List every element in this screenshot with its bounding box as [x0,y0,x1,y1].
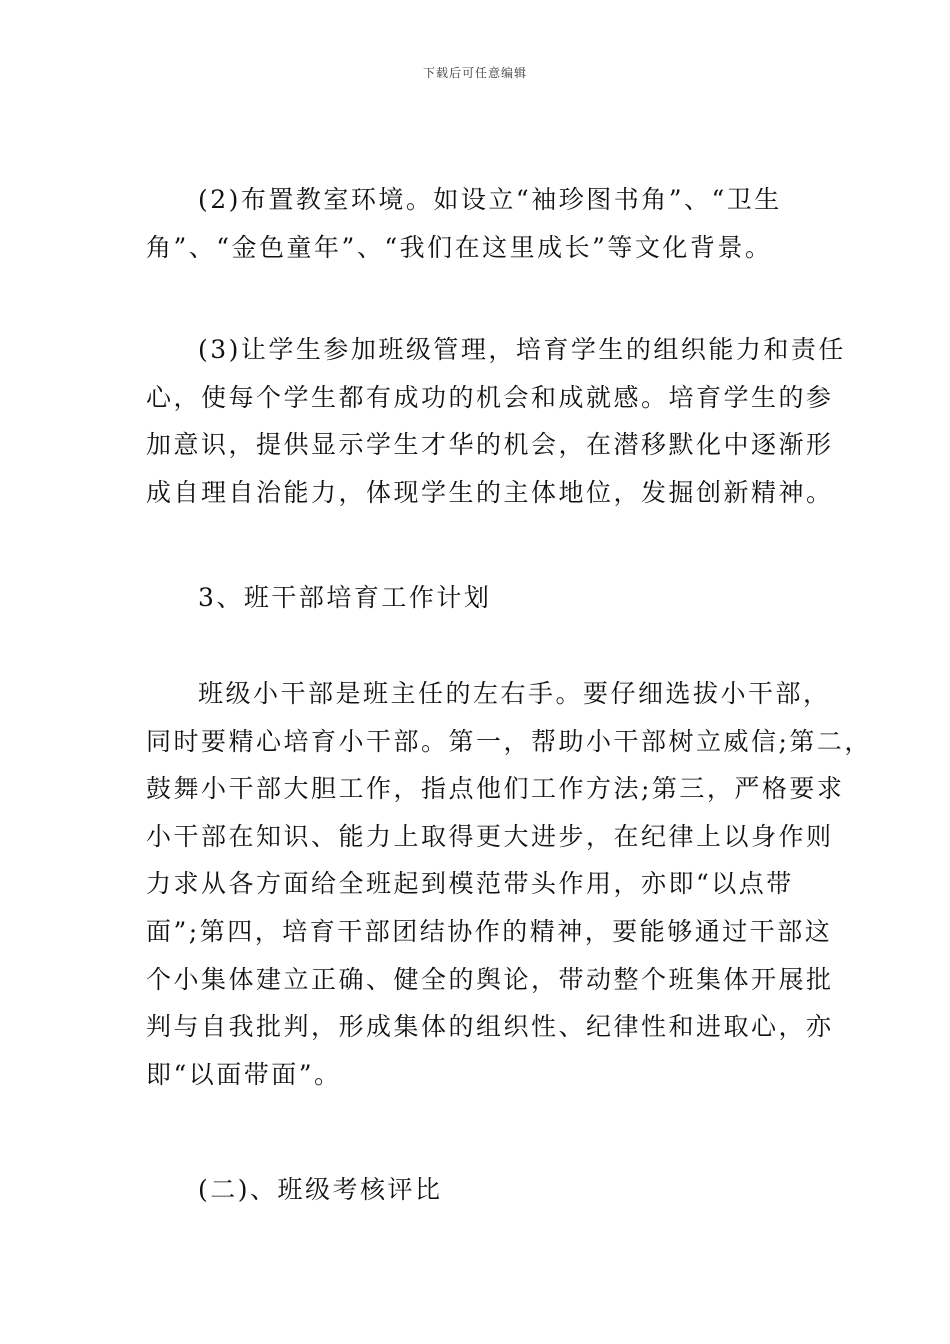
paragraph-line: 角”、“金色童年”、“我们在这里成长”等文化背景。 [146,232,773,262]
paragraph-class-management [146,326,846,516]
paragraph-cadre-training [146,670,872,1098]
paragraph-classroom-environment [146,176,818,271]
paragraph-line: 小干部在知识、能力上取得更大进步，在纪律上以身作则 [146,821,834,851]
heading-line: 3、班干部培育工作计划 [198,583,492,612]
page-header: 下载后可任意编辑 [422,66,527,80]
paragraph-line: 同时要精心培育小干部。第一，帮助小干部树立威信;第二， [146,726,872,756]
paragraph-line: 鼓舞小干部大胆工作，指点他们工作方法;第三，严格要求 [146,774,845,804]
paragraph-line: 加意识，提供显示学生才华的机会，在潜移默化中逐渐形 [146,430,834,460]
section-heading-class-assessment [146,1166,818,1214]
paragraph-line: 成自理自治能力，体现学生的主体地位，发掘创新精神。 [146,477,834,507]
section-heading-cadre-training [146,574,818,622]
paragraph-line: 面”;第四，培育干部团结协作的精神，要能够通过干部这 [146,916,833,946]
paragraph-line: (3)让学生参加班级管理，培育学生的组织能力和责任 [198,335,846,364]
paragraph-line: 力求从各方面给全班起到模范带头作用，亦即“以点带 [146,869,794,899]
paragraph-line: 即“以面带面”。 [146,1059,342,1089]
paragraph-line: 心，使每个学生都有成功的机会和成就感。培育学生的参 [146,382,834,412]
paragraph-line: 班级小干部是班主任的左右手。要仔细选拔小干部， [198,679,831,708]
paragraph-line: 个小集体建立正确、健全的舆论，带动整个班集体开展批 [146,964,834,994]
heading-line: (二)、班级考核评比 [198,1175,443,1204]
paragraph-line: 判与自我批判，形成集体的组织性、纪律性和进取心，亦 [146,1012,834,1042]
paragraph-line: (2)布置教室环境。如设立“袖珍图书角”、“卫生 [198,185,782,214]
